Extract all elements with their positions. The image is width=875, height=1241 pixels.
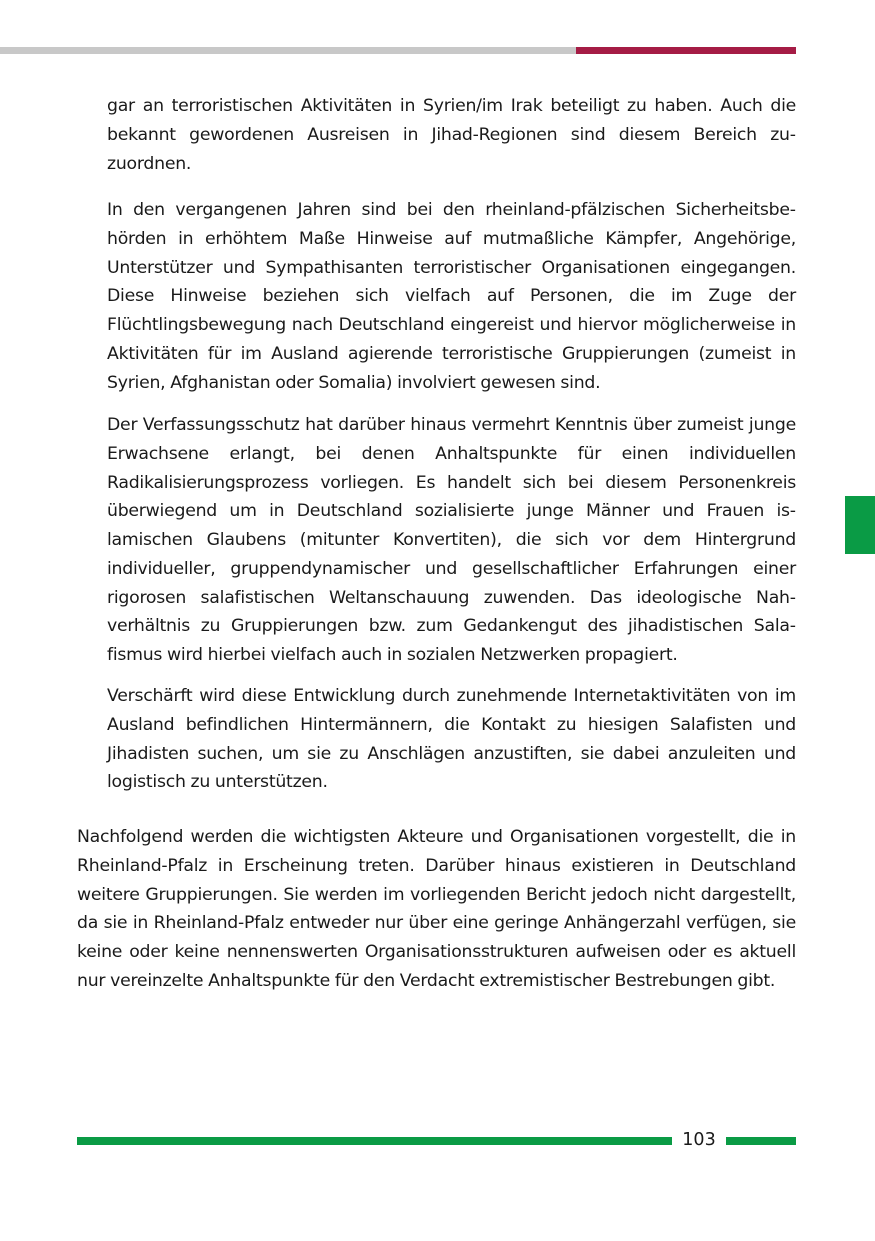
footer-rule-right bbox=[726, 1137, 796, 1145]
paragraph-5: Nachfolgend werden die wichtigsten Akteure und Organisationen vorgestellt, die in Rheinland-Pfalz in Erscheinung treten. Darüber hinaus existieren in Deutschland weitere Gruppierungen. Sie werden im vorliegenden Bericht jedoch nicht dargestellt, da sie in Rheinland-Pfalz entweder nur über eine geringe Anhängerzahl verfügen, sie keine oder keine nennenswerten Organisationsstrukturen aufweisen oder es aktuell nur vereinzelte Anhaltspunkte für den Verdacht extremistischer Bestrebungen gibt. bbox=[77, 827, 796, 991]
page-number: 103 bbox=[682, 1130, 716, 1150]
paragraph-1: gar an terroristischen Aktivitäten in Syrien/im Irak beteiligt zu haben. Auch die bekannt gewordenen Ausreisen in Jihad-Regionen sind diesem Bereich zuzuordnen. bbox=[107, 96, 796, 174]
paragraph-4: Verschärft wird diese Entwicklung durch zunehmende Internetaktivitäten von im Ausland befindlichen Hintermännern, die Kontakt zu hiesigen Salafisten und Jihadisten suchen, um sie zu Anschlägen anzustiften, sie dabei anzuleiten und logistisch zu unterstützen. bbox=[107, 686, 796, 793]
paragraph-2: In den vergangenen Jahren sind bei den rheinland-pfälzischen Sicherheitsbehörden in erhöhtem Maße Hinweise auf mutmaßliche Kämpfer, Angehörige, Unterstützer und Sympathisanten terroristischer Organisationen eingegangen. Diese Hinweise beziehen sich vielfach auf Personen, die im Zuge der Flüchtlingsbewegung nach Deutschland eingereist und hiervor möglicherweise in Aktivitäten für im Ausland agierende terroristische Gruppierungen (zumeist in Syrien, Afghanistan oder Somalia) involviert gewesen sind. bbox=[107, 200, 796, 393]
footer-rule-left bbox=[77, 1137, 672, 1145]
header-rule-gray bbox=[0, 47, 576, 54]
chapter-tab-marker bbox=[845, 496, 875, 554]
header-rule-accent bbox=[576, 47, 796, 54]
paragraph-3: Der Verfassungsschutz hat darüber hinaus vermehrt Kenntnis über zumeist junge Erwachsene erlangt, bei denen Anhaltspunkte für einen individuellen Radikalisierungsprozess vorliegen. Es handelt sich bei diesem Personenkreis überwiegend um in Deutschland sozialisierte junge Männer und Frauen islamischen Glaubens (mitunter Konvertiten), die sich vor dem Hintergrund individueller, gruppendynamischer und gesellschaftlicher Erfahrungen einer rigorosen salafistischen Weltanschauung zuwenden. Das ideologische Nahverhältnis zu Gruppierungen bzw. zum Gedankengut des jihadistischen Salafismus wird hierbei vielfach auch in sozialen Netzwerken propagiert. bbox=[107, 415, 796, 665]
